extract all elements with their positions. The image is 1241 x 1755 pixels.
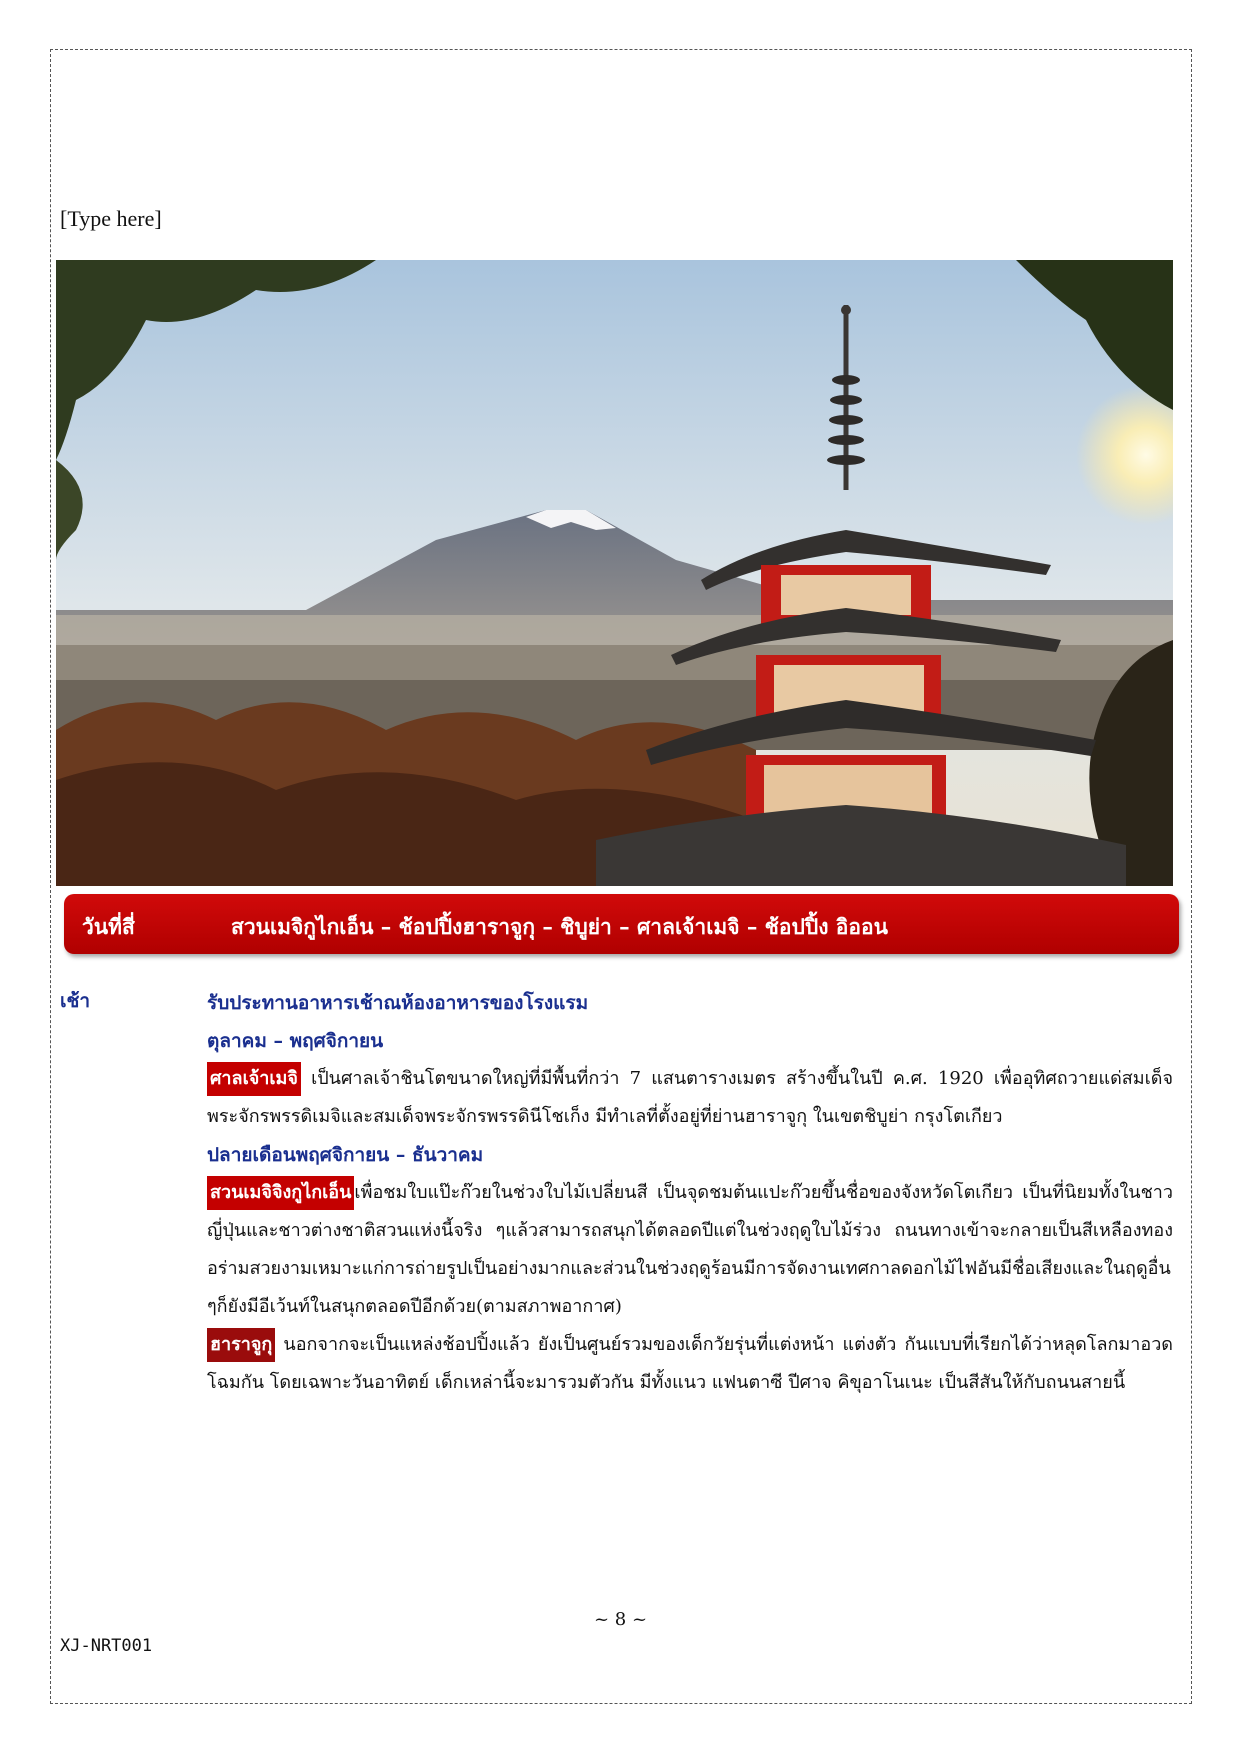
mount-fuji-pagoda-photo [56,260,1173,886]
itinerary-content [207,984,1173,1402]
meal-line: รับประทานอาหารเช้าณห้องอาหารของโรงแรม [207,992,589,1014]
garden-paragraph [207,1174,1173,1326]
harajuku-tag: ฮาราจูกุ [207,1328,275,1362]
harajuku-text: นอกจากจะเป็นแหล่งช้อปปิ้งแล้ว ยังเป็นศูนย์รวมของเด็กวัยรุ่นที่แต่งหน้า แต่งตัว กันแบบที่เรียกได้ว่าหลุดโลกมาอวดโฉมกัน โดยเฉพาะวันอาทิตย์ เด็กเหล่านี้จะมารวมตัวกัน มีทั้งแนว แฟนตาซี ปีศาจ คิขุอาโนเนะ เป็นสีสันให้กับถนนสายนี้ [207,1334,1173,1393]
garden-text: เพื่อชมใบแป๊ะก๊วยในช่วงใบไม้เปลี่ยนสี เป็นจุดชมต้นแปะก๊วยขึ้นชื่อของจังหวัดโตเกียว เป็นที่นิยมทั้งในชาวญี่ปุ่นและชาวต่างชาติสวนแห่งนี้จริง ๆแล้วสามารถสนุกได้ตลอดปีแต่ในช่วงฤดูใบไม้ร่วง ถนนทางเข้าจะกลายเป็นสีเหลืองทองอร่ามสวยงามเหมาะแก่การถ่ายรูปเป็นอย่างมากและส่วนในช่วงฤดูร้อนมีการจัดงานเทศกาลดอกไม้ไฟอันมีชื่อเสียงและในฤดูอื่น ๆก็ยังมีอีเว้นท์ในสนุกตลอดปีอีกด้วย(ตามสภาพอากาศ) [207,1182,1173,1317]
day-route: สวนเมจิกูไกเอ็น – ช้อปปิ้งฮาราจูกุ – ชิบูย่า – ศาลเจ้าเมจิ – ช้อปปิ้ง อิออน [231,914,888,939]
document-code: XJ-NRT001 [60,1636,153,1656]
time-label: เช้า [60,990,91,1012]
page-number: ~ 8 ~ [593,1609,648,1630]
season-heading-2: ปลายเดือนพฤศจิกายน – ธันวาคม [207,1144,484,1166]
header-placeholder[interactable]: [Type here] [60,206,162,231]
garden-tag: สวนเมจิจิงกูไกเอ็น [207,1176,354,1210]
day-banner [64,894,1179,954]
harajuku-paragraph [207,1326,1173,1402]
shrine-text: เป็นศาลเจ้าชินโตขนาดใหญ่ที่มีพื้นที่กว่า 7 แสนตารางเมตร สร้างขึ้นในปี ค.ศ. 1920 เพื่ออุทิศถวายแด่สมเด็จพระจักรพรรดิเมจิและสมเด็จพระจักรพรรดินีโชเก็ง มีทำเลที่ตั้งอยู่ที่ย่านฮาราจูกุ ในเขตชิบูย่า กรุงโตเกียว [207,1068,1173,1127]
shrine-tag: ศาลเจ้าเมจิ [207,1062,301,1096]
season-heading-1: ตุลาคม – พฤศจิกายน [207,1030,384,1052]
shrine-paragraph [207,1060,1173,1136]
day-label: วันที่สี่ [82,914,135,939]
